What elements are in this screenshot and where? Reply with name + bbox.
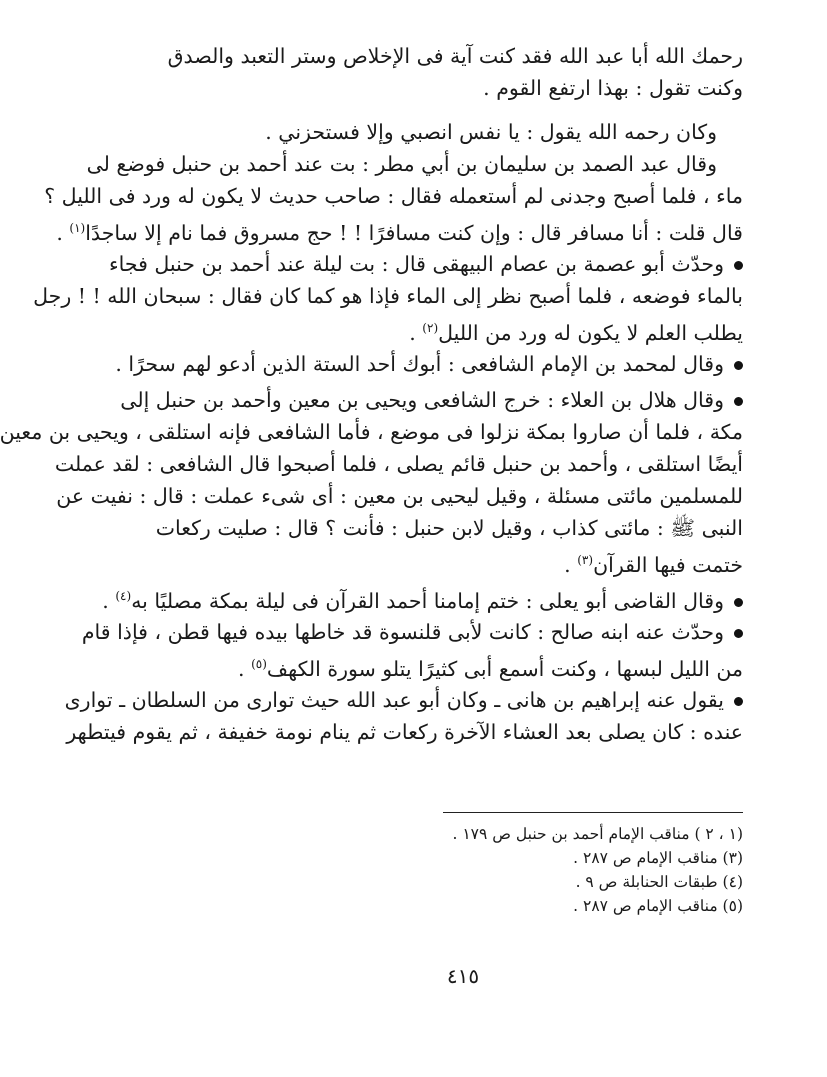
footnote-1: (١ ، ٢ ) مناقب الإمام أحمد بن حنبل ص ١٧٩ . xyxy=(452,825,743,843)
line-end-dot: . xyxy=(409,320,416,345)
footnote-ref-1: (١) xyxy=(69,221,86,235)
footnote-3: (٤) طبقات الحنابلة ص ٩ . xyxy=(575,873,743,891)
body-line-21: عنده : كان يصلى بعد العشاء الآخرة ركعات ثم ينام نومة خفيفة ، ثم يقوم فيتطهر xyxy=(66,720,743,744)
body-line-9-text: يطلب العلم لا يكون له ورد من الليل xyxy=(438,320,743,345)
footnote-4: (٥) مناقب الإمام ص ٢٨٧ . xyxy=(573,897,743,915)
page-number: ٤١٥ xyxy=(446,964,480,988)
body-line-10 xyxy=(115,348,743,382)
line-end-dot: . xyxy=(102,588,109,613)
body-line-5: ماء ، فلما أصبح وجدنى لم أستعمله فقال : صاحب حديث لا يكون له ورد فى الليل ؟ xyxy=(44,184,743,208)
body-line-17-text: وقال القاضى أبو يعلى : ختم إمامنا أحمد القرآن فى ليلة بمكة مصليًا به xyxy=(131,588,724,613)
body-line-9 xyxy=(183,312,743,346)
body-line-10-text: وقال لمحمد بن الإمام الشافعى : أبوك أحد الستة الذين أدعو لهم سحرًا . xyxy=(115,352,724,376)
line-end-dot: . xyxy=(56,220,63,245)
body-line-18 xyxy=(81,616,743,650)
body-line-17 xyxy=(102,580,743,614)
body-line-3: وكان رحمه الله يقول : يا نفس انصبي وإلا فستحزني . xyxy=(265,120,717,144)
body-line-16-text: ختمت فيها القرآن xyxy=(593,552,743,577)
body-line-20 xyxy=(64,684,743,718)
bullet-icon xyxy=(734,697,743,706)
line-end-dot: . xyxy=(238,656,245,681)
bullet-icon xyxy=(734,598,743,607)
body-line-15: النبى ﷺ : مائتى كذاب ، وقيل لابن حنبل : فأنت ؟ قال : صليت ركعات xyxy=(155,516,743,540)
bullet-icon xyxy=(734,629,743,638)
body-line-19 xyxy=(183,648,743,682)
footnote-ref-5: (٥) xyxy=(251,657,267,671)
bullet-icon xyxy=(734,261,743,270)
line-end-dot: . xyxy=(564,552,571,577)
body-line-1: رحمك الله أبا عبد الله فقد كنت آية فى الإخلاص وستر التعبد والصدق xyxy=(167,44,743,68)
bullet-icon xyxy=(734,397,743,406)
body-line-19-text: من الليل لبسها ، وكنت أسمع أبى كثيرًا يتلو سورة الكهف xyxy=(266,656,743,681)
body-line-18-text: وحدّث عنه ابنه صالح : كانت لأبى قلنسوة قد خاطها بيده فيها قطن ، فإذا قام xyxy=(81,620,724,644)
body-line-20-text: يقول عنه إبراهيم بن هانى ـ وكان أبو عبد الله حيث توارى من السلطان ـ توارى xyxy=(64,688,724,712)
body-line-8: بالماء فوضعه ، فلما أصبح نظر إلى الماء فإذا هو كما كان فقال : سبحان الله ! ! رجل xyxy=(33,284,743,308)
footnote-2: (٣) مناقب الإمام ص ٢٨٧ . xyxy=(573,849,743,867)
body-line-13: أيضًا استلقى ، وأحمد بن حنبل قائم يصلى ، فلما أصبحوا قال الشافعى : لقد عملت xyxy=(54,452,743,476)
body-line-7-text: وحدّث أبو عصمة بن عصام البيهقى قال : بت ليلة عند أحمد بن حنبل فجاء xyxy=(108,252,724,276)
footnote-divider xyxy=(443,812,743,813)
body-line-11 xyxy=(120,384,743,418)
bullet-icon xyxy=(734,361,743,370)
body-line-7 xyxy=(108,248,743,282)
body-line-6-text: قال قلت : أنا مسافر قال : وإن كنت مسافرًا ! ! حج مسروق فما نام إلا ساجدًا xyxy=(85,220,743,245)
footnote-ref-3: (٣) xyxy=(577,553,594,567)
body-line-16 xyxy=(183,544,743,578)
footnote-ref-2: (٢) xyxy=(422,321,439,335)
body-line-12: مكة ، فلما أن صاروا بمكة نزلوا فى موضع ، فأما الشافعى فإنه استلقى ، ويحيى بن معين xyxy=(0,420,743,444)
body-line-6 xyxy=(56,212,743,246)
footnote-ref-4: (٤) xyxy=(115,589,132,603)
body-line-2: وكنت تقول : بهذا ارتفع القوم . xyxy=(483,76,743,100)
body-line-14: للمسلمين مائتى مسئلة ، وقيل ليحيى بن معين : أى شىء عملت : قال : نفيت عن xyxy=(56,484,743,508)
body-line-4: وقال عبد الصمد بن سليمان بن أبي مطر : بت عند أحمد بن حنبل فوضع لى xyxy=(86,152,717,176)
document-page xyxy=(0,40,743,1040)
body-line-11-text: وقال هلال بن العلاء : خرج الشافعى ويحيى بن معين وأحمد بن حنبل إلى xyxy=(120,388,724,412)
